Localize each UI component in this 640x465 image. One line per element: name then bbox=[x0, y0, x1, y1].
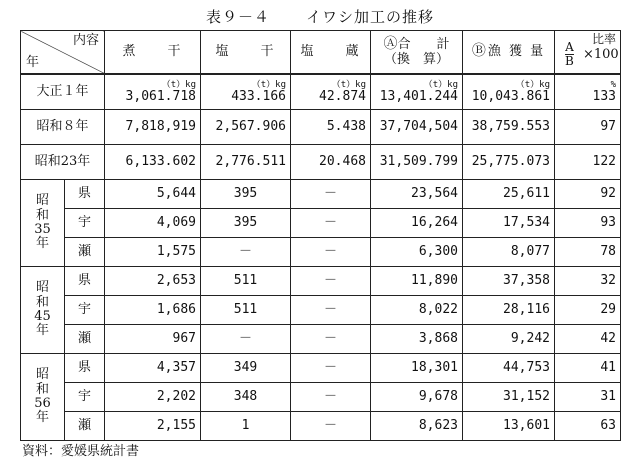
ratio-multiplier: ×100 bbox=[583, 47, 619, 62]
catch-cell: 17,534 bbox=[463, 209, 555, 238]
unit-label: （t）kg bbox=[331, 79, 366, 90]
header-row bbox=[21, 31, 621, 75]
header-shioboshi: 塩 干 bbox=[201, 31, 291, 75]
area-cell: 県 bbox=[65, 354, 105, 383]
shiozo-cell: － bbox=[291, 180, 371, 209]
year-cell: 昭和８年 bbox=[21, 110, 105, 145]
shiozo-cell: － bbox=[291, 296, 371, 325]
header-ratio bbox=[555, 31, 621, 75]
ratio-cell: 63 bbox=[555, 412, 621, 441]
area-cell: 宇 bbox=[65, 296, 105, 325]
ratio-denominator: B bbox=[565, 54, 574, 68]
catch-cell: 25,775.073 bbox=[463, 145, 555, 180]
catch-cell: （t）kg 10,043.861 bbox=[463, 74, 555, 110]
shioboshi-cell: （t）kg 433.166 bbox=[201, 74, 291, 110]
shiozo-cell: － bbox=[291, 238, 371, 267]
niboshi-cell: 2,202 bbox=[105, 383, 201, 412]
shioboshi-cell: 2,776.511 bbox=[201, 145, 291, 180]
sardine-processing-table bbox=[20, 30, 621, 441]
catch-cell: 25,611 bbox=[463, 180, 555, 209]
shioboshi-cell: 348 bbox=[201, 383, 291, 412]
group-year-cell: 昭 和 35 年 bbox=[21, 180, 65, 267]
symbol-b: Ⓑ bbox=[471, 43, 488, 60]
table-row bbox=[21, 267, 621, 296]
symbol-a: Ⓐ bbox=[383, 36, 398, 53]
shioboshi-cell: 349 bbox=[201, 354, 291, 383]
total-cell: 6,300 bbox=[371, 238, 463, 267]
total-cell: 8,623 bbox=[371, 412, 463, 441]
unit-label: （t）kg bbox=[161, 79, 196, 90]
ratio-cell: 42 bbox=[555, 325, 621, 354]
catch-cell: 38,759.553 bbox=[463, 110, 555, 145]
header-shiozo: 塩 蔵 bbox=[291, 31, 371, 75]
area-cell: 瀬 bbox=[65, 238, 105, 267]
table-row bbox=[21, 209, 621, 238]
source-note: 資料：愛媛県統計書 bbox=[22, 444, 140, 459]
year-cell: 大正１年 bbox=[21, 74, 105, 110]
header-niboshi: 煮 干 bbox=[105, 31, 201, 75]
table-row bbox=[21, 180, 621, 209]
table-row bbox=[21, 383, 621, 412]
niboshi-cell: （t）kg 3,061.718 bbox=[105, 74, 201, 110]
area-cell: 瀬 bbox=[65, 325, 105, 354]
ratio-cell: 41 bbox=[555, 354, 621, 383]
table-row bbox=[21, 325, 621, 354]
unit-label: （t）kg bbox=[251, 79, 286, 90]
header-catch-label: 漁 獲 量 bbox=[487, 44, 546, 60]
shioboshi-cell: 511 bbox=[201, 296, 291, 325]
table-row bbox=[21, 110, 621, 145]
group-year-cell: 昭 和 56 年 bbox=[21, 354, 65, 441]
shiozo-cell: － bbox=[291, 209, 371, 238]
year-cell: 昭和23年 bbox=[21, 145, 105, 180]
shiozo-cell: （t）kg 42.874 bbox=[291, 74, 371, 110]
table-caption: イワシ加工の推移 bbox=[306, 8, 435, 26]
table-row bbox=[21, 354, 621, 383]
shiozo-cell: － bbox=[291, 354, 371, 383]
catch-cell: 31,152 bbox=[463, 383, 555, 412]
header-total-line2: （換 算） bbox=[383, 51, 449, 67]
shiozo-cell: － bbox=[291, 383, 371, 412]
ratio-numerator: A bbox=[565, 40, 574, 54]
catch-cell: 13,601 bbox=[463, 412, 555, 441]
ratio-cell: 32 bbox=[555, 267, 621, 296]
table-row bbox=[21, 145, 621, 180]
total-cell: 18,301 bbox=[371, 354, 463, 383]
ratio-cell: 29 bbox=[555, 296, 621, 325]
area-cell: 瀬 bbox=[65, 412, 105, 441]
shiozo-cell: 20.468 bbox=[291, 145, 371, 180]
total-cell: 8,022 bbox=[371, 296, 463, 325]
niboshi-cell: 4,069 bbox=[105, 209, 201, 238]
shioboshi-cell: － bbox=[201, 238, 291, 267]
unit-label: % bbox=[610, 79, 616, 90]
ratio-cell: 93 bbox=[555, 209, 621, 238]
area-cell: 宇 bbox=[65, 209, 105, 238]
total-cell: （t）kg 13,401.244 bbox=[371, 74, 463, 110]
unit-label: （t）kg bbox=[423, 79, 458, 90]
total-cell: 31,509.799 bbox=[371, 145, 463, 180]
total-cell: 9,678 bbox=[371, 383, 463, 412]
ratio-cell: 78 bbox=[555, 238, 621, 267]
table-row bbox=[21, 238, 621, 267]
total-cell: 11,890 bbox=[371, 267, 463, 296]
table-number: 表９－４ bbox=[205, 8, 270, 26]
header-catch bbox=[463, 31, 555, 75]
shiozo-cell: － bbox=[291, 267, 371, 296]
niboshi-cell: 1,575 bbox=[105, 238, 201, 267]
niboshi-cell: 7,818,919 bbox=[105, 110, 201, 145]
niboshi-cell: 2,653 bbox=[105, 267, 201, 296]
niboshi-cell: 5,644 bbox=[105, 180, 201, 209]
table-row bbox=[21, 412, 621, 441]
shiozo-cell: 5.438 bbox=[291, 110, 371, 145]
table-row bbox=[21, 296, 621, 325]
niboshi-cell: 1,686 bbox=[105, 296, 201, 325]
total-cell: 16,264 bbox=[371, 209, 463, 238]
catch-cell: 9,242 bbox=[463, 325, 555, 354]
shioboshi-cell: 511 bbox=[201, 267, 291, 296]
ratio-fraction bbox=[565, 41, 574, 68]
table-row bbox=[21, 74, 621, 110]
total-cell: 37,704,504 bbox=[371, 110, 463, 145]
ratio-cell: % 133 bbox=[555, 74, 621, 110]
niboshi-cell: 2,155 bbox=[105, 412, 201, 441]
total-cell: 23,564 bbox=[371, 180, 463, 209]
header-total-line1: 合 計 bbox=[397, 37, 450, 53]
ratio-cell: 31 bbox=[555, 383, 621, 412]
shioboshi-cell: 1 bbox=[201, 412, 291, 441]
ratio-cell: 97 bbox=[555, 110, 621, 145]
area-cell: 県 bbox=[65, 180, 105, 209]
area-cell: 宇 bbox=[65, 383, 105, 412]
corner-bottom-label: 年 bbox=[26, 54, 40, 70]
catch-cell: 8,077 bbox=[463, 238, 555, 267]
ratio-cell: 122 bbox=[555, 145, 621, 180]
group-year-cell: 昭 和 45 年 bbox=[21, 267, 65, 354]
catch-cell: 28,116 bbox=[463, 296, 555, 325]
header-total bbox=[371, 31, 463, 75]
catch-cell: 44,753 bbox=[463, 354, 555, 383]
total-cell: 3,868 bbox=[371, 325, 463, 354]
area-cell: 県 bbox=[65, 267, 105, 296]
shioboshi-cell: 2,567.906 bbox=[201, 110, 291, 145]
niboshi-cell: 967 bbox=[105, 325, 201, 354]
catch-cell: 37,358 bbox=[463, 267, 555, 296]
corner-header bbox=[21, 31, 105, 75]
shioboshi-cell: － bbox=[201, 325, 291, 354]
shiozo-cell: － bbox=[291, 412, 371, 441]
ratio-label: 比率 bbox=[591, 32, 616, 46]
niboshi-cell: 4,357 bbox=[105, 354, 201, 383]
shioboshi-cell: 395 bbox=[201, 209, 291, 238]
unit-label: （t）kg bbox=[515, 79, 550, 90]
shiozo-cell: － bbox=[291, 325, 371, 354]
table-title bbox=[0, 6, 640, 27]
ratio-cell: 92 bbox=[555, 180, 621, 209]
niboshi-cell: 6,133.602 bbox=[105, 145, 201, 180]
shioboshi-cell: 395 bbox=[201, 180, 291, 209]
corner-top-label: 内容 bbox=[72, 33, 99, 48]
